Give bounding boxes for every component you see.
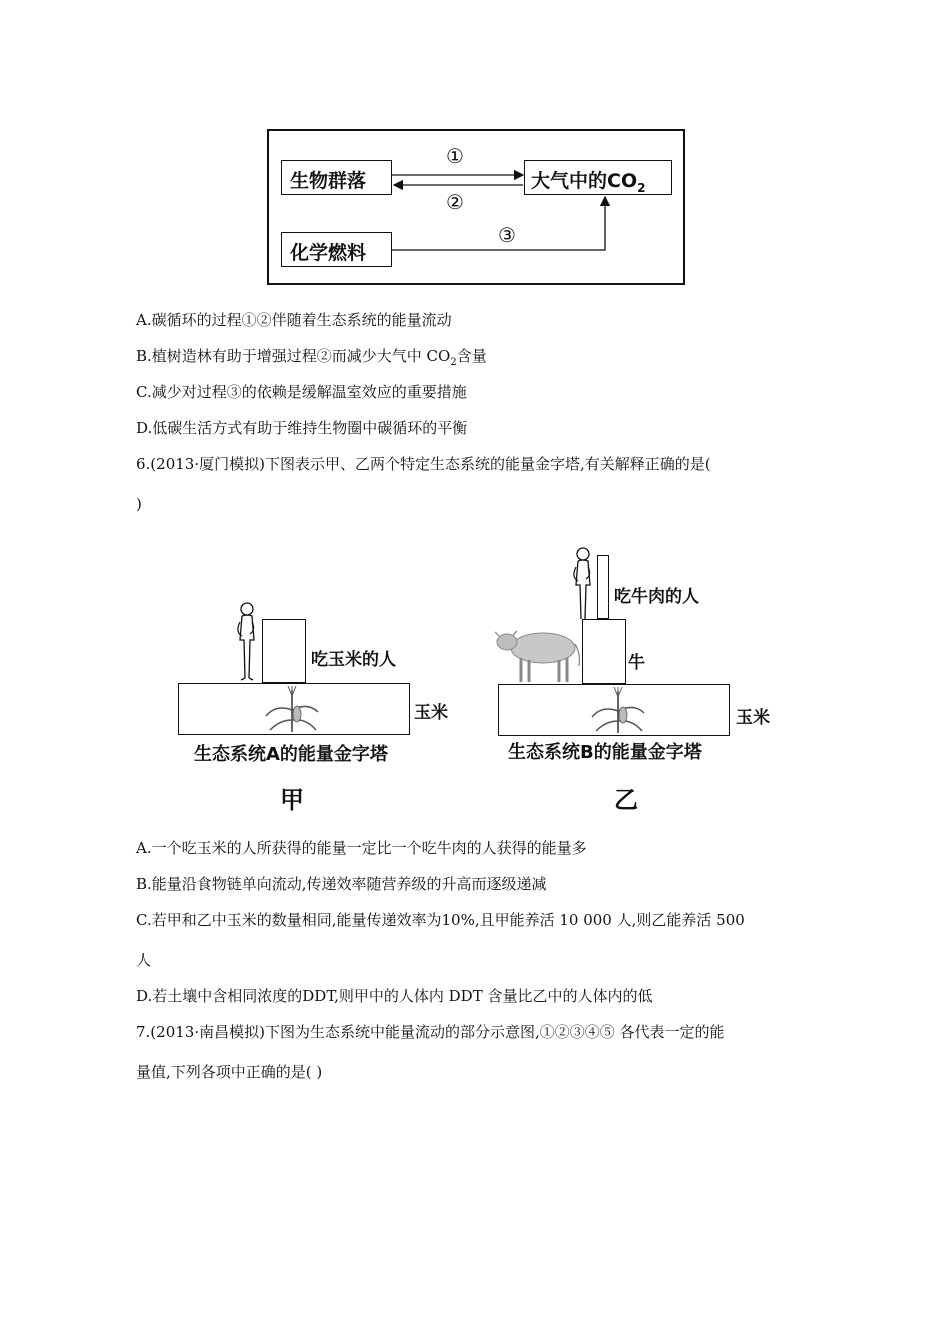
person-icon xyxy=(568,545,598,623)
pyramid-a xyxy=(170,600,470,815)
box-fossil-fuel xyxy=(281,232,392,267)
q6-option-c-line1: C.若甲和乙中玉米的数量相同,能量传递效率为10%,且甲能养活 10 000 人,则乙能养活 500 xyxy=(136,911,745,929)
arrow-2-label: ② xyxy=(446,190,464,214)
box-biological-community xyxy=(281,160,392,195)
pyramid-a-person-label: 吃玉米的人 xyxy=(311,650,396,670)
corn-plant-icon xyxy=(588,687,648,735)
q6-stem-line1: 6.(2013·厦门模拟)下图表示甲、乙两个特定生态系统的能量金字塔,有关解释正确的是( xyxy=(136,455,711,473)
pyramid-a-caption: 生态系统A的能量金字塔 xyxy=(194,744,388,765)
pyramid-b-cow-label: 牛 xyxy=(628,653,645,673)
pyramid-b-caption: 生态系统B的能量金字塔 xyxy=(508,742,702,763)
q5-option-d: D.低碳生活方式有助于维持生物圈中碳循环的平衡 xyxy=(136,419,468,437)
pyramid-b-corn-label: 玉米 xyxy=(736,708,770,728)
carbon-cycle-diagram xyxy=(267,129,685,285)
box-atmosphere-label: 大气中的$CO_2$ xyxy=(531,170,646,195)
q6-option-a: A.一个吃玉米的人所获得的能量一定比一个吃牛肉的人获得的能量多 xyxy=(136,839,587,857)
pyramid-a-top-level xyxy=(262,619,306,683)
pyramid-b-person-label: 吃牛肉的人 xyxy=(614,587,699,607)
q7-stem-line1: 7.(2013·南昌模拟)下图为生态系统中能量流动的部分示意图,①②③④⑤ 各代表一定的能 xyxy=(136,1023,725,1041)
q5-option-a: A.碳循环的过程①②伴随着生态系统的能量流动 xyxy=(136,311,452,329)
q5-option-b: B.植树造林有助于增强过程②而减少大气中 $CO_2$含量 xyxy=(136,347,487,368)
pyramid-b xyxy=(490,540,790,820)
pyramid-b-name: 乙 xyxy=(614,786,638,814)
box-atmosphere-co2 xyxy=(524,160,672,195)
arrow-1-label: ① xyxy=(446,144,464,168)
q6-option-b: B.能量沿食物链单向流动,传递效率随营养级的升高而逐级递减 xyxy=(136,875,547,893)
cow-icon xyxy=(495,622,583,684)
pyramid-a-corn-label: 玉米 xyxy=(414,703,448,723)
box-community-label: 生物群落 xyxy=(290,170,367,192)
q6-option-d: D.若土壤中含相同浓度的DDT,则甲中的人体内 DDT 含量比乙中的人体内的低 xyxy=(136,987,653,1005)
pyramid-a-name: 甲 xyxy=(280,786,304,814)
q5-option-c: C.减少对过程③的依赖是缓解温室效应的重要措施 xyxy=(136,383,467,401)
pyramid-b-middle-level xyxy=(582,619,626,684)
pyramid-b-top-level xyxy=(597,555,609,619)
q6-option-c-line2: 人 xyxy=(136,951,152,969)
box-fuel-label: 化学燃料 xyxy=(290,242,367,264)
person-icon xyxy=(232,600,262,682)
q6-stem-line2: ) xyxy=(136,495,142,513)
corn-plant-icon xyxy=(262,686,322,734)
arrow-3-label: ③ xyxy=(498,223,516,247)
q7-stem-line2: 量值,下列各项中正确的是( ) xyxy=(136,1063,323,1081)
